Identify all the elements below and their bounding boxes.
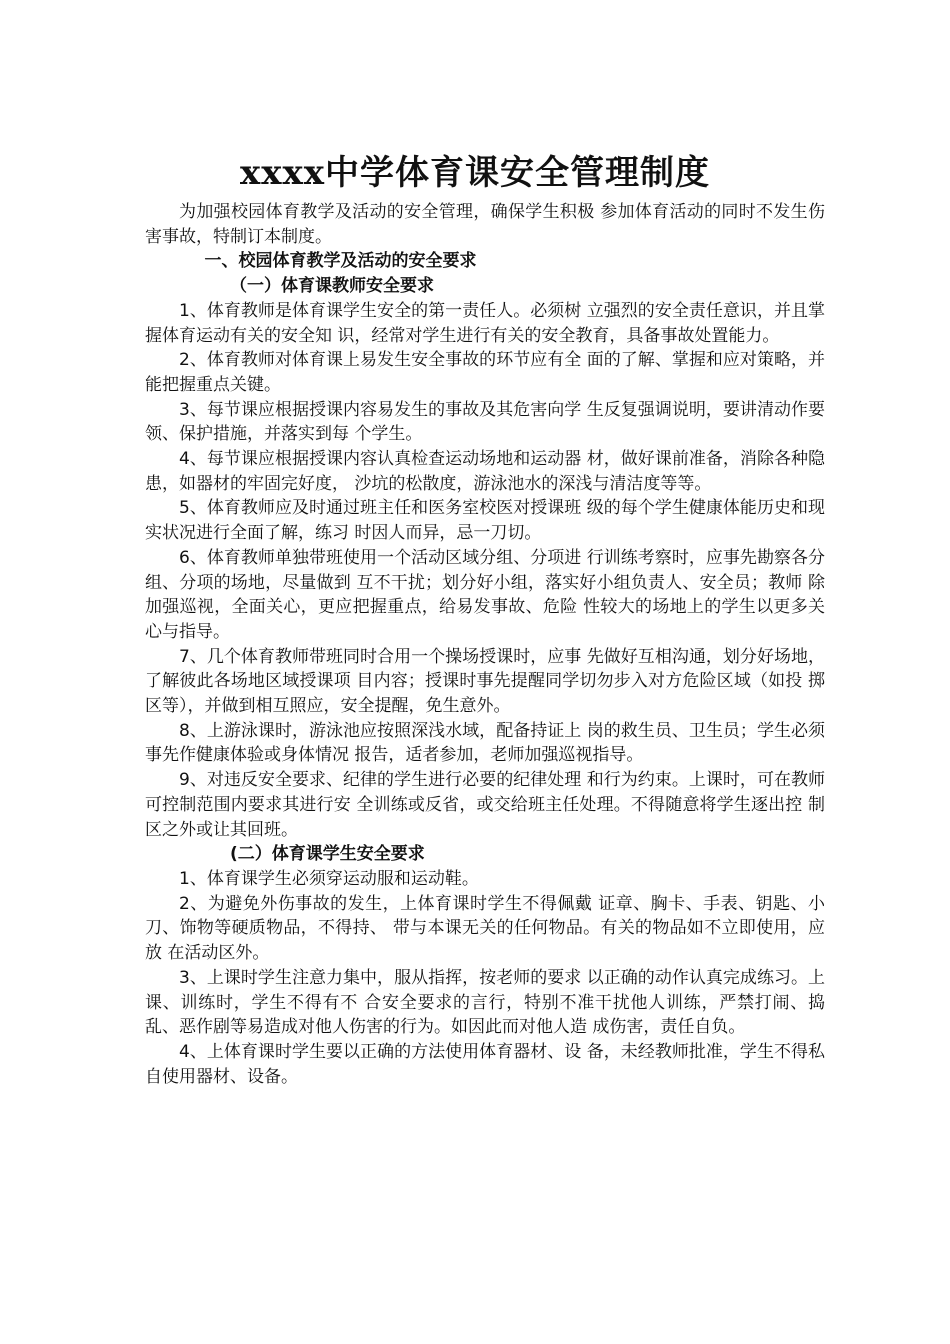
paragraph: 5、体育教师应及时通过班主任和医务室校医对授课班 级的每个学生健康体能历史和现实状况进行全面了解，练习 时因人而异，忌一刀切。	[145, 498, 825, 544]
paragraph: 9、对违反安全要求、纪律的学生进行必要的纪律处理 和行为约束。上课时，可在教师可控制范围内要求其进行安 全训练或反省，或交给班主任处理。不得随意将学生逐出控 制区之外或让其回班。	[145, 770, 825, 840]
document-title	[0, 151, 950, 195]
paragraph: 4、每节课应根据授课内容认真检查运动场地和运动器 材，做好课前准备，消除各种隐患，如器材的牢固完好度， 沙坑的松散度，游泳池水的深浅与清洁度等等。	[145, 449, 825, 494]
paragraph: 3、每节课应根据授课内容易发生的事故及其危害向学 生反复强调说明，要讲清动作要领、保护措施，并落实到每 个学生。	[145, 399, 825, 445]
paragraph: 2、为避免外伤事故的发生，上体育课时学生不得佩戴 证章、胸卡、手表、钥匙、小刀、饰物等硬质物品，不得持、 带与本课无关的任何物品。有关的物品如不立即使用，应放 在活动区外。	[145, 893, 825, 964]
section-heading: 一、校园体育教学及活动的安全要求	[204, 251, 477, 272]
subsection-heading: （一）体育课教师安全要求	[230, 276, 434, 297]
document-body	[145, 200, 825, 1089]
paragraph: 为加强校园体育教学及活动的安全管理，确保学生积极 参加体育活动的同时不发生伤害事故，特制订本制度。	[145, 202, 825, 247]
subsection-heading: (二）体育课学生安全要求	[230, 844, 425, 865]
paragraph: 8、上游泳课时，游泳池应按照深浅水域，配备持证上 岗的救生员、卫生员；学生必须事先作健康体验或身体情况 报告，适者参加，老师加强巡视指导。	[145, 720, 825, 766]
title-main: 中学体育课安全管理制度	[325, 152, 711, 193]
paragraph: 2、体育教师对体育课上易发生安全事故的环节应有全 面的了解、掌握和应对策略，并能把握重点关键。	[145, 350, 825, 395]
title-prefix: xxxx	[239, 152, 326, 193]
paragraph: 4、上体育课时学生要以正确的方法使用体育器材、设 备，未经教师批准，学生不得私自使用器材、设备。	[145, 1041, 825, 1087]
paragraph: 3、上课时学生注意力集中，服从指挥，按老师的要求 以正确的动作认真完成练习。上课、训练时，学生不得有不 合安全要求的言行，特别不准干扰他人训练，严禁打闹、捣 乱、恶作剧等易造成对他人伤害的行为。如因此而对他人造 成伤害，责任自负。	[145, 967, 825, 1038]
paragraph: 6、体育教师单独带班使用一个活动区域分组、分项进 行训练考察时，应事先勘察各分组、分项的场地，尽量做到 互不干扰；划分好小组，落实好小组负责人、安全员；教师 除加强巡视，全面关心，更应把握重点，给易发事故、危险 性较大的场地上的学生以更多关心与指导。	[145, 547, 825, 642]
paragraph: 7、几个体育教师带班同时合用一个操场授课时，应事 先做好互相沟通，划分好场地，了解彼此各场地区域授课项 目内容；授课时事先提醒同学切勿步入对方危险区域（如投 掷区等），并做到相互照应，安全提醒，免生意外。	[145, 646, 825, 717]
paragraph: 1、体育教师是体育课学生安全的第一责任人。必须树 立强烈的安全责任意识，并且掌握体育运动有关的安全知 识，经常对学生进行有关的安全教育，具备事故处置能力。	[145, 300, 825, 346]
paragraph: 1、体育课学生必须穿运动服和运动鞋。	[179, 868, 479, 889]
